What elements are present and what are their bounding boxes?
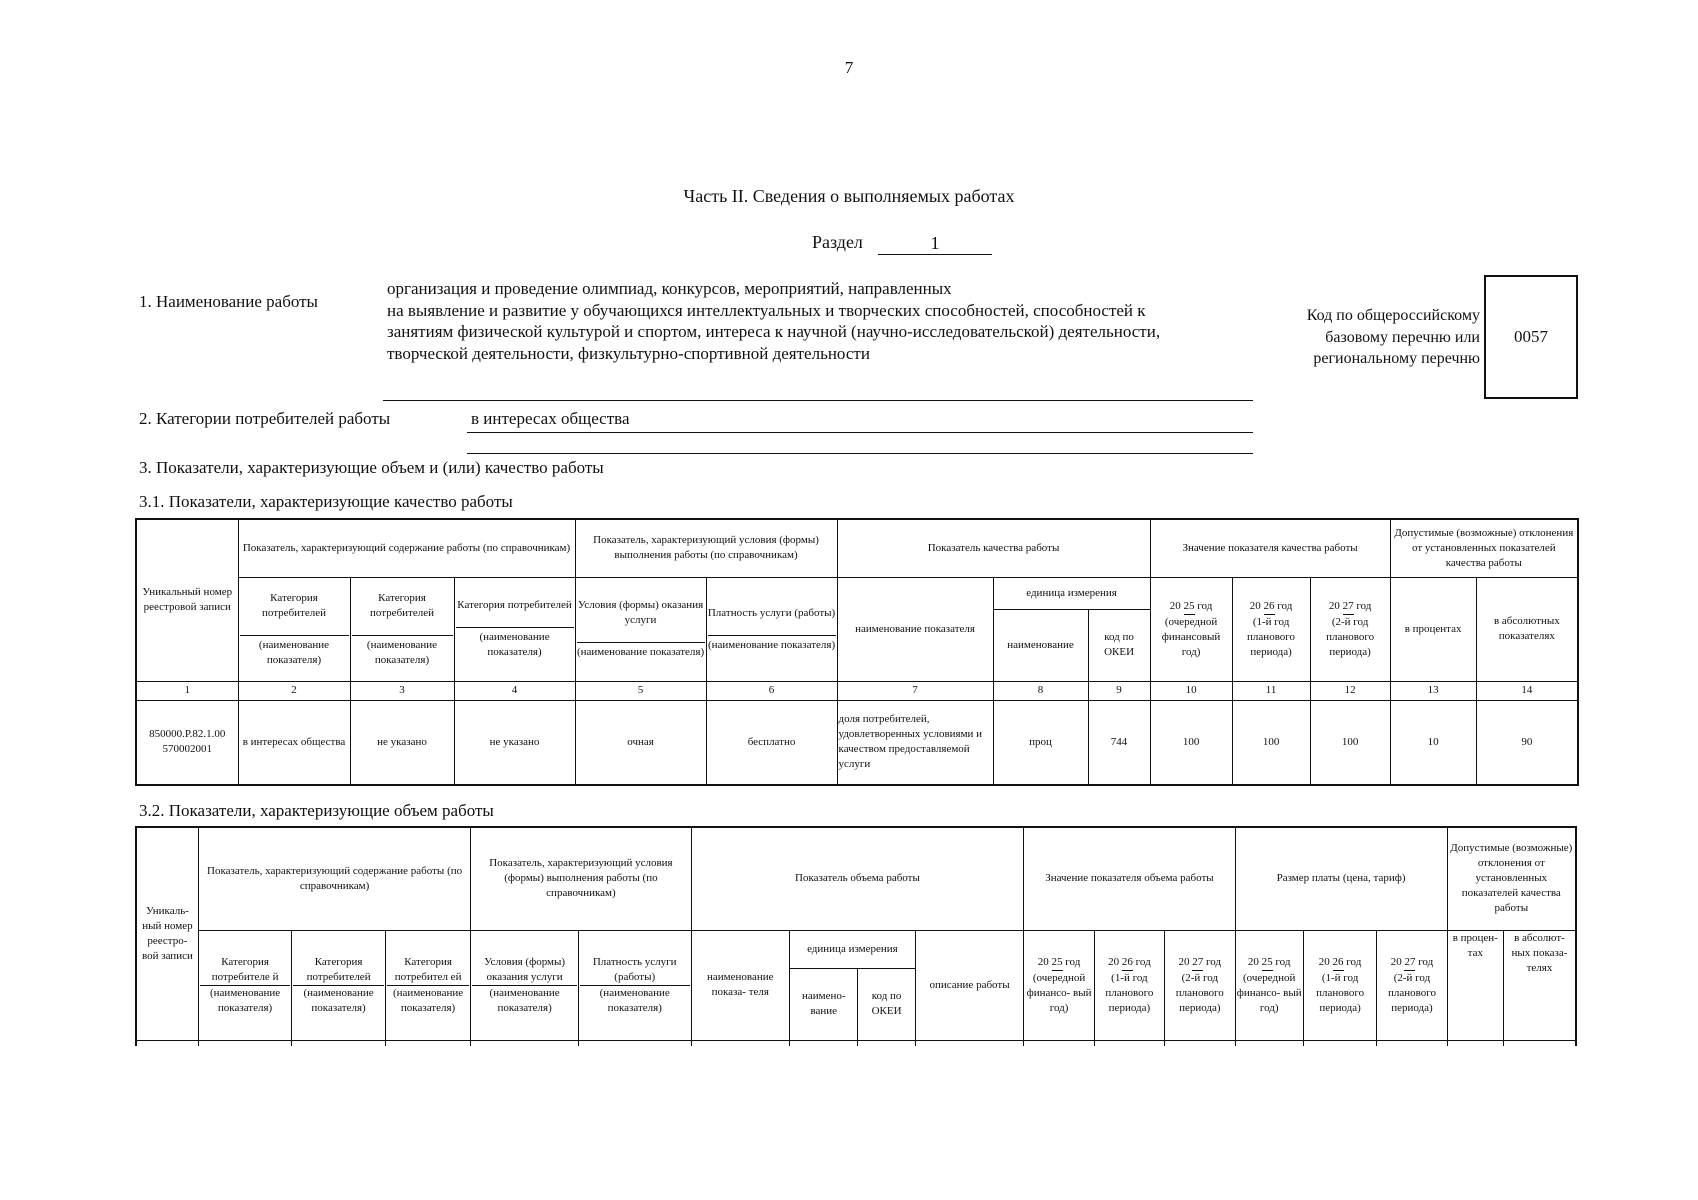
volume-h-volume: Показатель объема работы [691, 827, 1024, 930]
header-sub: (наименование показателя) [577, 642, 705, 660]
quality-h-percent: в процентах [1390, 577, 1476, 681]
year-value: 27 [1404, 955, 1415, 971]
col-number: 8 [993, 681, 1088, 700]
header-text: Категория потребителей [457, 599, 572, 611]
year-sub: (1-й год планового периода) [1316, 971, 1365, 1014]
year-suffix: год [1197, 599, 1213, 612]
header-text: Платность услуги (работы) [707, 606, 836, 619]
year-value: 27 [1192, 955, 1203, 971]
code-label-line: региональному перечню [1313, 350, 1480, 367]
code-value: 0057 [1514, 327, 1548, 346]
code-label-line: базовому перечню или [1325, 328, 1480, 346]
year-sub: (очередной финансо- вый год) [1026, 971, 1092, 1014]
header-text: Условия (формы) оказания услуги [484, 955, 566, 983]
cell-okei: 744 [1088, 700, 1150, 785]
year-prefix: 20 [1318, 955, 1330, 968]
consumers-underline [467, 432, 1253, 433]
header-text: Категория потребител ей [394, 955, 462, 983]
cell-cond: очная [575, 700, 706, 785]
col-number: 7 [837, 681, 993, 700]
col-number: 2 [238, 681, 350, 700]
col-number: 11 [1232, 681, 1310, 700]
table-row [136, 700, 1578, 785]
volume-h-unit: единица измерения [790, 930, 916, 968]
code-label-line: Код по общероссийскому [1306, 307, 1480, 324]
col-number: 6 [706, 681, 837, 700]
quality-h-cat3 [454, 577, 575, 681]
cell-ind-name: доля потребителей, удовлетворенных условиями и качеством предоставляемой услуги [837, 700, 993, 785]
price-h-year2 [1303, 930, 1376, 1040]
quality-h-pay [706, 577, 837, 681]
quality-h-cat1 [238, 577, 350, 681]
volume-h-cond [471, 930, 579, 1040]
work-name-label: 1. Наименование работы [139, 292, 318, 311]
year-value: 26 [1122, 955, 1133, 971]
year-value: 25 [1052, 955, 1063, 971]
quality-title: 3.1. Показатели, характеризующие качество работы [139, 492, 513, 511]
work-name-line: на выявление и развитие у обучающихся интеллектуальных и творческих способностей, способностей к [387, 300, 1146, 320]
volume-h-percent: в процен- тах [1447, 930, 1503, 1040]
header-text: Категория потребителе й [211, 955, 279, 983]
volume-h-okei: код по ОКЕИ [858, 968, 915, 1040]
consumers-value: в интересах общества [471, 409, 630, 428]
year-prefix: 20 [1037, 955, 1049, 968]
quality-h-deviation: Допустимые (возможные) отклонения от установленных показателей качества работы [1390, 519, 1578, 577]
cell-cat1: в интересах общества [238, 700, 350, 785]
cell-dev-pct: 10 [1390, 700, 1476, 785]
part-title: Часть II. Сведения о выполняемых работах [683, 186, 1015, 206]
indicators-title: 3. Показатели, характеризующие объем и (или) качество работы [139, 458, 604, 477]
year-value: 26 [1264, 599, 1275, 615]
volume-h-cat1 [198, 930, 292, 1040]
quality-h-year1 [1150, 577, 1232, 681]
quality-h-cat2 [350, 577, 454, 681]
section-label: Раздел [812, 232, 863, 252]
col-number: 3 [350, 681, 454, 700]
header-sub: (наименование показателя) [240, 635, 349, 668]
work-name-underline [383, 400, 1253, 401]
volume-h-content: Показатель, характеризующий содержание работы (по справочникам) [198, 827, 471, 930]
year-prefix: 20 [1390, 955, 1402, 968]
year-suffix: год [1135, 955, 1151, 968]
year-sub: (1-й год планового периода) [1247, 615, 1296, 658]
year-prefix: 20 [1328, 599, 1340, 612]
quality-h-okei: код по ОКЕИ [1088, 609, 1150, 681]
price-h-year3 [1377, 930, 1447, 1040]
year-suffix: год [1065, 955, 1081, 968]
year-prefix: 20 [1178, 955, 1190, 968]
volume-h-desc: описание работы [915, 930, 1024, 1040]
quality-h-cond [575, 577, 706, 681]
year-sub: (2-й год планового периода) [1175, 971, 1224, 1014]
year-sub: (2-й год планового периода) [1326, 615, 1375, 658]
header-sub: (наименование показателя) [200, 985, 291, 1016]
header-text: Категория потребителей [262, 591, 326, 619]
cell-v1: 100 [1150, 700, 1232, 785]
quality-h-conditions: Показатель, характеризующий условия (формы) выполнения работы (по справочникам) [575, 519, 837, 577]
quality-h-year2 [1232, 577, 1310, 681]
volume-h-ind-name: наименование показа- теля [691, 930, 790, 1040]
quality-h-unit: единица измерения [993, 577, 1150, 609]
volume-h-absolute: в абсолют- ных показа- телях [1503, 930, 1576, 1040]
cell-unit: проц [993, 700, 1088, 785]
col-number: 9 [1088, 681, 1150, 700]
year-prefix: 20 [1247, 955, 1259, 968]
year-value: 25 [1262, 955, 1273, 971]
year-prefix: 20 [1169, 599, 1181, 612]
cell-pay: бесплатно [706, 700, 837, 785]
col-number: 4 [454, 681, 575, 700]
quality-h-unit-name: наименование [993, 609, 1088, 681]
quality-h-absolute: в абсолютных показателях [1476, 577, 1578, 681]
reg-number: 850000.Р.82.1.00 570002001 [136, 700, 238, 785]
year-value: 25 [1184, 599, 1195, 615]
volume-h-cat2 [292, 930, 386, 1040]
volume-title: 3.2. Показатели, характеризующие объем работы [139, 801, 494, 820]
year-suffix: год [1418, 955, 1434, 968]
price-h-year1 [1235, 930, 1303, 1040]
col-number: 5 [575, 681, 706, 700]
volume-h-deviation: Допустимые (возможные) отклонения от установленных показателей качества работы [1447, 827, 1576, 930]
year-sub: (2-й год планового периода) [1387, 971, 1436, 1014]
volume-h-price: Размер платы (цена, тариф) [1235, 827, 1447, 930]
header-text: Категория потребителей [306, 955, 371, 983]
year-value: 27 [1343, 599, 1354, 615]
volume-h-pay [578, 930, 691, 1040]
quality-h-ind-name: наименование показателя [837, 577, 993, 681]
year-sub: (очередной финансо- вый год) [1236, 971, 1302, 1014]
cell-dev-abs: 90 [1476, 700, 1578, 785]
quality-h-content: Показатель, характеризующий содержание работы (по справочникам) [238, 519, 575, 577]
quality-h-unique: Уникальный номер реестровой записи [136, 519, 238, 681]
year-suffix: год [1346, 955, 1362, 968]
work-name-line: организация и проведение олимпиад, конкурсов, мероприятий, направленных [387, 279, 952, 298]
year-value: 26 [1333, 955, 1344, 971]
cell-cat3: не указано [454, 700, 575, 785]
col-number: 13 [1390, 681, 1476, 700]
year-sub: (очередной финансовый год) [1161, 615, 1221, 658]
header-sub: (наименование показателя) [472, 985, 577, 1016]
work-name-text [387, 278, 1257, 364]
volume-h-unit-name: наимено- вание [790, 968, 858, 1040]
year-suffix: год [1356, 599, 1372, 612]
section-number: 1 [878, 232, 992, 255]
header-text: Платность услуги (работы) [592, 955, 677, 983]
volume-h-unique: Уникаль- ный номер реестро- вой записи [136, 827, 198, 1040]
volume-h-value: Значение показателя объема работы [1024, 827, 1235, 930]
volume-table [135, 826, 1577, 1046]
quality-h-quality: Показатель качества работы [837, 519, 1150, 577]
volume-h-cat3 [385, 930, 471, 1040]
work-name-line: занятиям физической культурой и спортом, интереса к научной (научно-исследовательской) деятельности, [387, 322, 1161, 341]
col-number: 1 [136, 681, 238, 700]
cell-v3: 100 [1310, 700, 1390, 785]
cell-cat2: не указано [350, 700, 454, 785]
cell-v2: 100 [1232, 700, 1310, 785]
year-prefix: 20 [1108, 955, 1120, 968]
code-box [1484, 275, 1578, 399]
header-sub: (наименование показателя) [456, 627, 574, 660]
header-sub: (наименование показателя) [352, 635, 453, 668]
page-number: 7 [844, 58, 854, 77]
header-sub: (наименование показателя) [293, 985, 384, 1016]
header-sub: (наименование показателя) [708, 635, 836, 653]
year-suffix: год [1275, 955, 1291, 968]
header-text: Категория потребителей [370, 591, 434, 619]
table-continuation [136, 1040, 1576, 1046]
consumers-label: 2. Категории потребителей работы [139, 409, 391, 428]
volume-h-year1 [1024, 930, 1094, 1040]
header-sub: (наименование показателя) [387, 985, 470, 1016]
quality-h-value: Значение показателя качества работы [1150, 519, 1390, 577]
col-number: 10 [1150, 681, 1232, 700]
volume-h-year3 [1165, 930, 1235, 1040]
col-number: 12 [1310, 681, 1390, 700]
work-name-line: творческой деятельности, физкультурно-спортивной деятельности [387, 343, 870, 363]
quality-table [135, 518, 1579, 786]
col-number: 14 [1476, 681, 1578, 700]
consumers-underline-2 [467, 453, 1253, 454]
quality-h-year3 [1310, 577, 1390, 681]
year-prefix: 20 [1249, 599, 1261, 612]
code-label [1260, 305, 1480, 370]
year-suffix: год [1206, 955, 1222, 968]
header-text: Условия (формы) оказания услуги [577, 599, 704, 626]
year-suffix: год [1277, 599, 1293, 612]
header-sub: (наименование показателя) [580, 985, 690, 1016]
year-sub: (1-й год планового периода) [1105, 971, 1154, 1014]
volume-h-conditions: Показатель, характеризующий условия (формы) выполнения работы (по справочникам) [471, 827, 691, 930]
volume-h-year2 [1094, 930, 1164, 1040]
